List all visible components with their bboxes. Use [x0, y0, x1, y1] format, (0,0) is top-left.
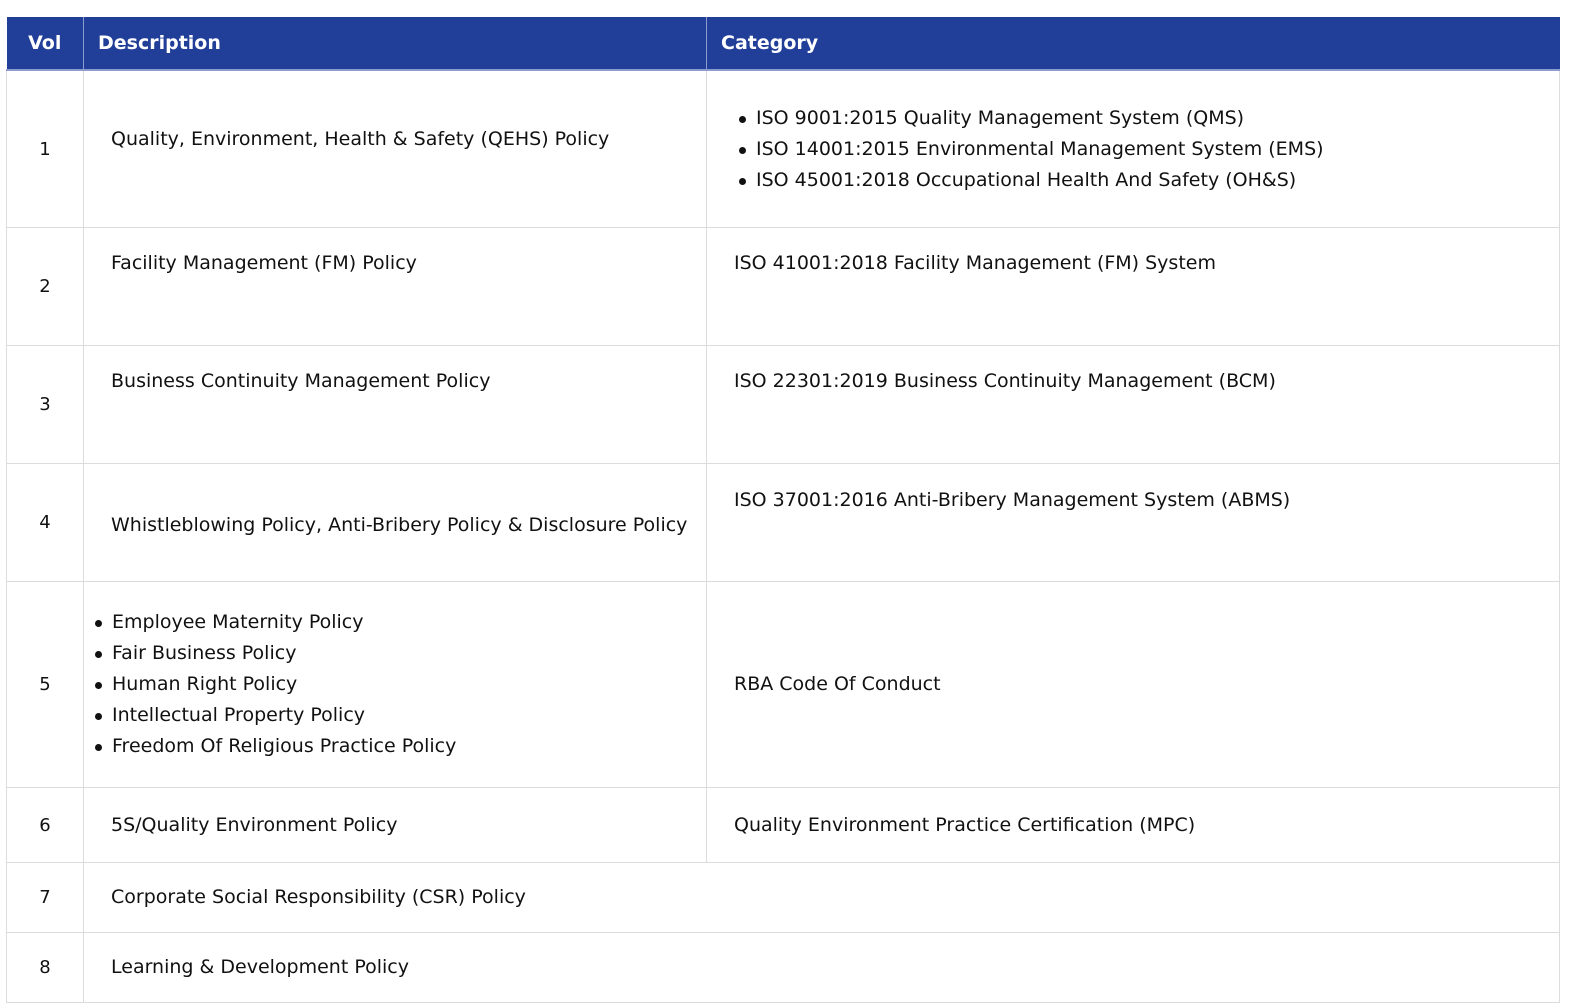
description-list-item: Employee Maternity Policy — [90, 607, 696, 638]
description-cell: Corporate Social Responsibility (CSR) Policy — [84, 863, 1560, 933]
vol-cell: 5 — [7, 582, 84, 788]
category-cell: ISO 37001:2016 Anti-Bribery Management System (ABMS) — [707, 464, 1560, 582]
description-cell: Whistleblowing Policy, Anti-Bribery Policy & Disclosure Policy — [84, 464, 707, 582]
table-row — [7, 933, 1560, 1003]
table-row — [7, 863, 1560, 933]
category-list — [734, 103, 1549, 196]
description-list-item: Freedom Of Religious Practice Policy — [90, 731, 696, 762]
category-list-item: ISO 45001:2018 Occupational Health And Safety (OH&S) — [734, 165, 1549, 196]
description-list-item: Human Right Policy — [90, 669, 696, 700]
description-cell: Business Continuity Management Policy — [84, 346, 707, 464]
table-header — [7, 17, 1560, 70]
table-row — [7, 464, 1560, 582]
description-cell: Learning & Development Policy — [84, 933, 1560, 1003]
vol-cell: 8 — [7, 933, 84, 1003]
description-cell: 5S/Quality Environment Policy — [84, 788, 707, 863]
table-row — [7, 346, 1560, 464]
category-cell: ISO 41001:2018 Facility Management (FM) System — [707, 228, 1560, 346]
description-cell — [84, 582, 707, 788]
vol-cell: 3 — [7, 346, 84, 464]
vol-cell: 1 — [7, 70, 84, 228]
description-list-item: Intellectual Property Policy — [90, 700, 696, 731]
vol-cell: 2 — [7, 228, 84, 346]
category-list-item: ISO 14001:2015 Environmental Management System (EMS) — [734, 134, 1549, 165]
vol-cell: 4 — [7, 464, 84, 582]
description-list-item: Fair Business Policy — [90, 638, 696, 669]
table-row — [7, 228, 1560, 346]
header-vol: Vol — [7, 17, 84, 70]
vol-cell: 7 — [7, 863, 84, 933]
policy-table — [6, 17, 1560, 1003]
table-row — [7, 788, 1560, 863]
category-list-item: ISO 9001:2015 Quality Management System (QMS) — [734, 103, 1549, 134]
category-cell: ISO 22301:2019 Business Continuity Management (BCM) — [707, 346, 1560, 464]
vol-cell: 6 — [7, 788, 84, 863]
description-cell: Quality, Environment, Health & Safety (QEHS) Policy — [84, 70, 707, 228]
category-cell: RBA Code Of Conduct — [707, 582, 1560, 788]
header-description: Description — [84, 17, 707, 70]
description-cell: Facility Management (FM) Policy — [84, 228, 707, 346]
description-list — [90, 607, 696, 762]
header-category: Category — [707, 17, 1560, 70]
category-cell — [707, 70, 1560, 228]
table-row — [7, 582, 1560, 788]
table-body — [7, 70, 1560, 1003]
table-row — [7, 70, 1560, 228]
header-row — [7, 17, 1560, 70]
category-cell: Quality Environment Practice Certification (MPC) — [707, 788, 1560, 863]
